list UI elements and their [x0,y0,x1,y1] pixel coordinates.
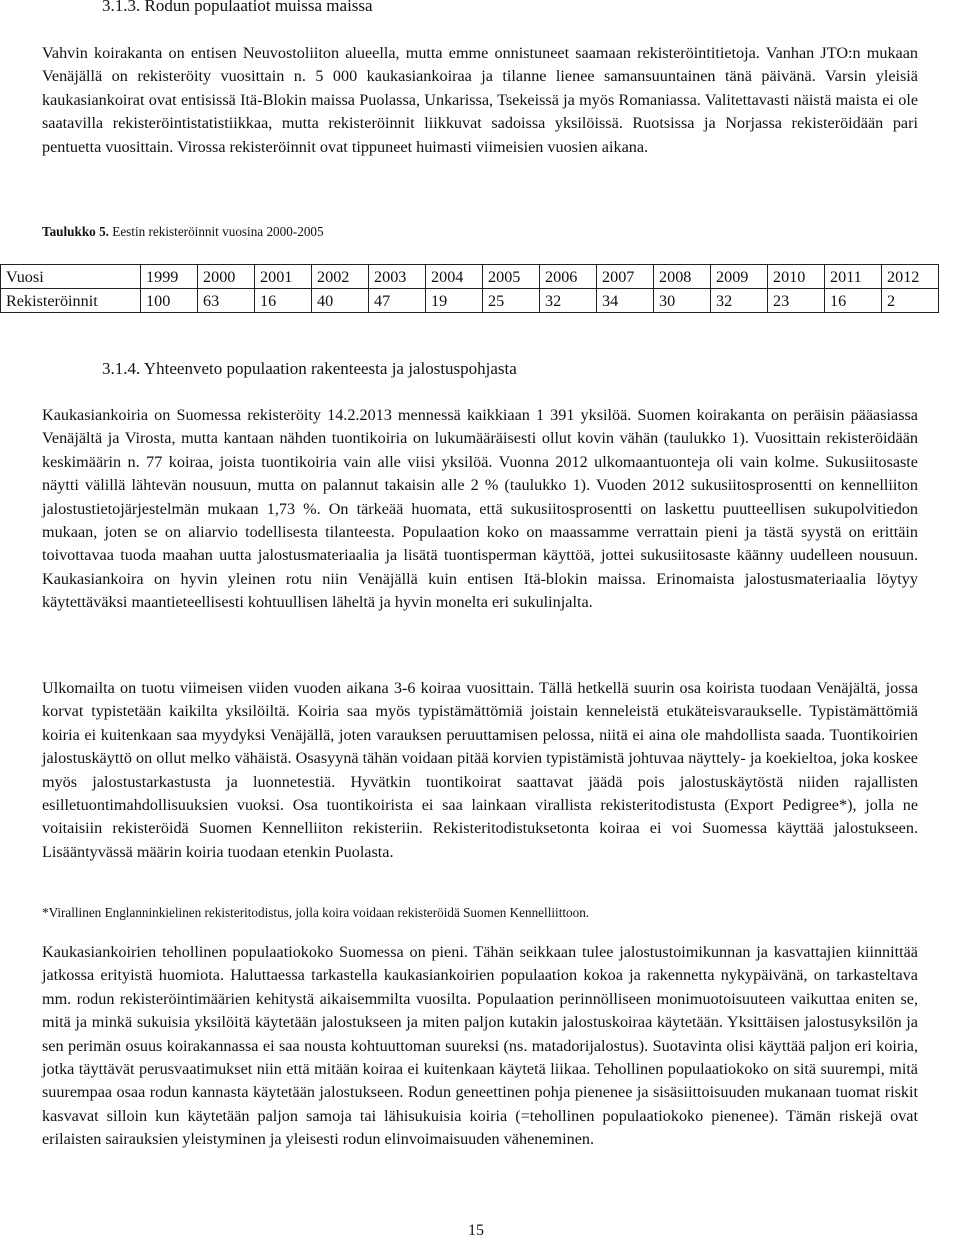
paragraph-populations-other-countries: Vahvin koirakanta on entisen Neuvostoliiton alueella, mutta emme onnistuneet saamaan rekisteröintitietoja. Vanhan JTO:n mukaan Venäjällä on rekisteröity vuosittain n. 5 000 kaukasiankoiraa ja tilanne lienee samansuuntainen tänä päivänä. Varsin yleisiä kaukasiankoirat ovat entisissä Itä-Blokin maissa Puolassa, Unkarissa, Tsekeissä ja myös Romaniassa. Valitettavasti näistä maista ei ole saatavilla rekisteröintistatistiikkaa, mutta rekisteröinnit liikkuvat sadoissa yksilöissä. Ruotsissa ja Norjassa rekisteröidään pari pentuetta vuosittain. Virossa rekisteröinnit ovat tippuneet huimasti viimeisien vuosien aikana. [42,44,918,156]
table-cell: 16 [255,289,312,313]
page-number: 15 [468,1222,484,1239]
table-cell: 2 [882,289,939,313]
table-cell: 100 [141,289,198,313]
table-cell: 2010 [768,265,825,289]
table-caption-label: Taulukko 5. [42,224,109,239]
table-cell: 1999 [141,265,198,289]
table-cell: 2007 [597,265,654,289]
table-cell: 16 [825,289,882,313]
row-label-year: Vuosi [1,265,141,289]
table-cell: 40 [312,289,369,313]
paragraph-effective-population: Kaukasiankoirien tehollinen populaatiokoko Suomessa on pieni. Tähän seikkaan tulee jalostustoimikunnan ja kasvattajien kiinnittää jatkossa erityistä huomiota. Haluttaessa tarkastella kaukasiankoirien populaation kokoa ja rakennetta nykypäivänä, on tarkasteltava mm. rodun rekisteröintimäärien kehitystä aikaisemmilta vuosilta. Populaation perinnölliseen monimuotoisuuteen vaikuttaa eniten se, mitä ja minkä sukuisia yksilöitä käytetään jalostukseen ja miten paljon kutakin jalostuskoiraa käytetään. Yksittäisen jalostusyksilön ja sen perimän osuus koirakannassa ei saa nousta kohtuuttoman suureksi (ns. matadorijalostus). Suotavinta olisi käyttää paljon eri koiria, jotka täyttävät perusvaatimukset niin että mitään koiraa ei kuitenkaan käytetä liikaa. Tehollinen populaatiokoko on sitä suurempi, mitä suurempaa osaa rodun kannasta käytetään jalostukseen. Rodun geneettinen pohja pienenee ja sisäsiittoisuuden mukanaan tuomat riskit kasvavat silloin kun käytetään paljon samoja tai lähisukuisia koiria (=tehollinen populaatiokoko pienenee). Tämän riskejä ovat erilaisten sairauksien yleistyminen ja yleisesti rodun elinvoimaisuuden väheneminen. [42,943,918,1149]
table-cell: 2006 [540,265,597,289]
table-caption-text: Eestin rekisteröinnit vuosina 2000-2005 [108,224,324,239]
table-cell: 2002 [312,265,369,289]
table-cell: 2012 [882,265,939,289]
table-cell: 63 [198,289,255,313]
table-cell: 2004 [426,265,483,289]
table-row-year [1,265,939,289]
registrations-table [0,264,939,313]
table-cell: 19 [426,289,483,313]
row-label-registrations: Rekisteröinnit [1,289,141,313]
table-cell: 30 [654,289,711,313]
footnote-export-pedigree: *Virallinen Englanninkielinen rekisteritodistus, jolla koira voidaan rekisteröidä Suomen Kennelliittoon. [42,905,590,920]
table-caption [42,223,324,241]
table-cell: 2003 [369,265,426,289]
section-heading-3-1-3: 3.1.3. Rodun populaatiot muissa maissa [102,0,373,15]
table-cell: 2005 [483,265,540,289]
table-cell: 25 [483,289,540,313]
table-cell: 2008 [654,265,711,289]
section-heading-3-1-4: 3.1.4. Yhteenveto populaation rakenteesta ja jalostuspohjasta [102,359,517,378]
paragraph-population-summary: Kaukasiankoiria on Suomessa rekisteröity 14.2.2013 mennessä kaikkiaan 1 391 yksilöä. Suomen koirakanta on peräisin pääasiassa Venäjältä ja Virosta, mutta kantaan nähden tuontikoiria on lukumääräisesti ollut kovin vähän (taulukko 1). Vuosittain rekisteröidään keskimäärin n. 77 koiraa, joista tuontikoiria vain alle viisi yksilöä. Vuonna 2012 ulkomaantuonteja oli vain kolme. Sukusiitosaste näytti välillä lähtevän nousuun, mutta on palannut takaisin alle 2 % (taulukko 1). Vuoden 2012 sukusiitosprosentti on kennelliiton jalostustietojärjestelmän mukaan 1,73 %. On tärkeää huomata, että sukusiitosprosentti on laskettu puutteellisen sukupolvitiedon mukaan, joten se on aliarvio todellisesta tilanteesta. Populaation koko on maassamme verrattain pieni ja tästä syystä on erittäin toivottavaa tuoda maahan uutta jalostusmateriaalia ja lisätä tuontisperman käyttöä, jottei sukusiitosaste käänny uudelleen nousuun. Kaukasiankoira on hyvin yleinen rotu niin Venäjällä kuin entisen Itä-blokin maissa. Erinomaista jalostusmateriaalia löytyy käytettäväksi maantieteellisesti kohtuullisen läheltä ja hyvin monelta eri sukulinjalta. [42,406,918,612]
table-cell: 23 [768,289,825,313]
table-cell: 32 [540,289,597,313]
table-cell: 2011 [825,265,882,289]
table-row-registrations [1,289,939,313]
table-cell: 2001 [255,265,312,289]
table-cell: 2009 [711,265,768,289]
table-cell: 47 [369,289,426,313]
table-cell: 32 [711,289,768,313]
paragraph-imports: Ulkomailta on tuotu viimeisen viiden vuoden aikana 3-6 koiraa vuosittain. Tällä hetkellä suurin osa koirista tuodaan Venäjältä, jossa korvat typistetään kaikilta yksilöiltä. Koiria saa myös typistämättömiä joistain kenneleistä etukäteisvaraukselle. Typistämättömiä koiria ei kuitenkaan saa myydyksi Venäjällä, joten varauksen peruuttamisen pelossa, niitä ei aina ole mahdollista saada. Tuontikoirien jalostuskäyttö on ollut melko vähäistä. Osasyynä tähän voidaan pitää korvien typistämistä johtuvaa näyttely- ja koekieltoa, joka koskee myös jalostustarkastusta ja luonnetestiä. Hyvätkin tuontikoirat saattavat jäädä pois jalostuskäytöstä niiden rajallisten esilletuontimahdollisuuksien vuoksi. Osa tuontikoirista ei saa lainkaan virallista rekisteritodistusta (Export Pedigree*), jolla ne voitaisiin rekisteröidä Suomen Kennelliiton rekisteriin. Rekisteritodistuksetonta koiraa ei voi Suomessa käyttää jalostukseen. Lisääntyvässä määrin koiria tuodaan etenkin Puolasta. [42,679,918,861]
table-cell: 34 [597,289,654,313]
table-cell: 2000 [198,265,255,289]
